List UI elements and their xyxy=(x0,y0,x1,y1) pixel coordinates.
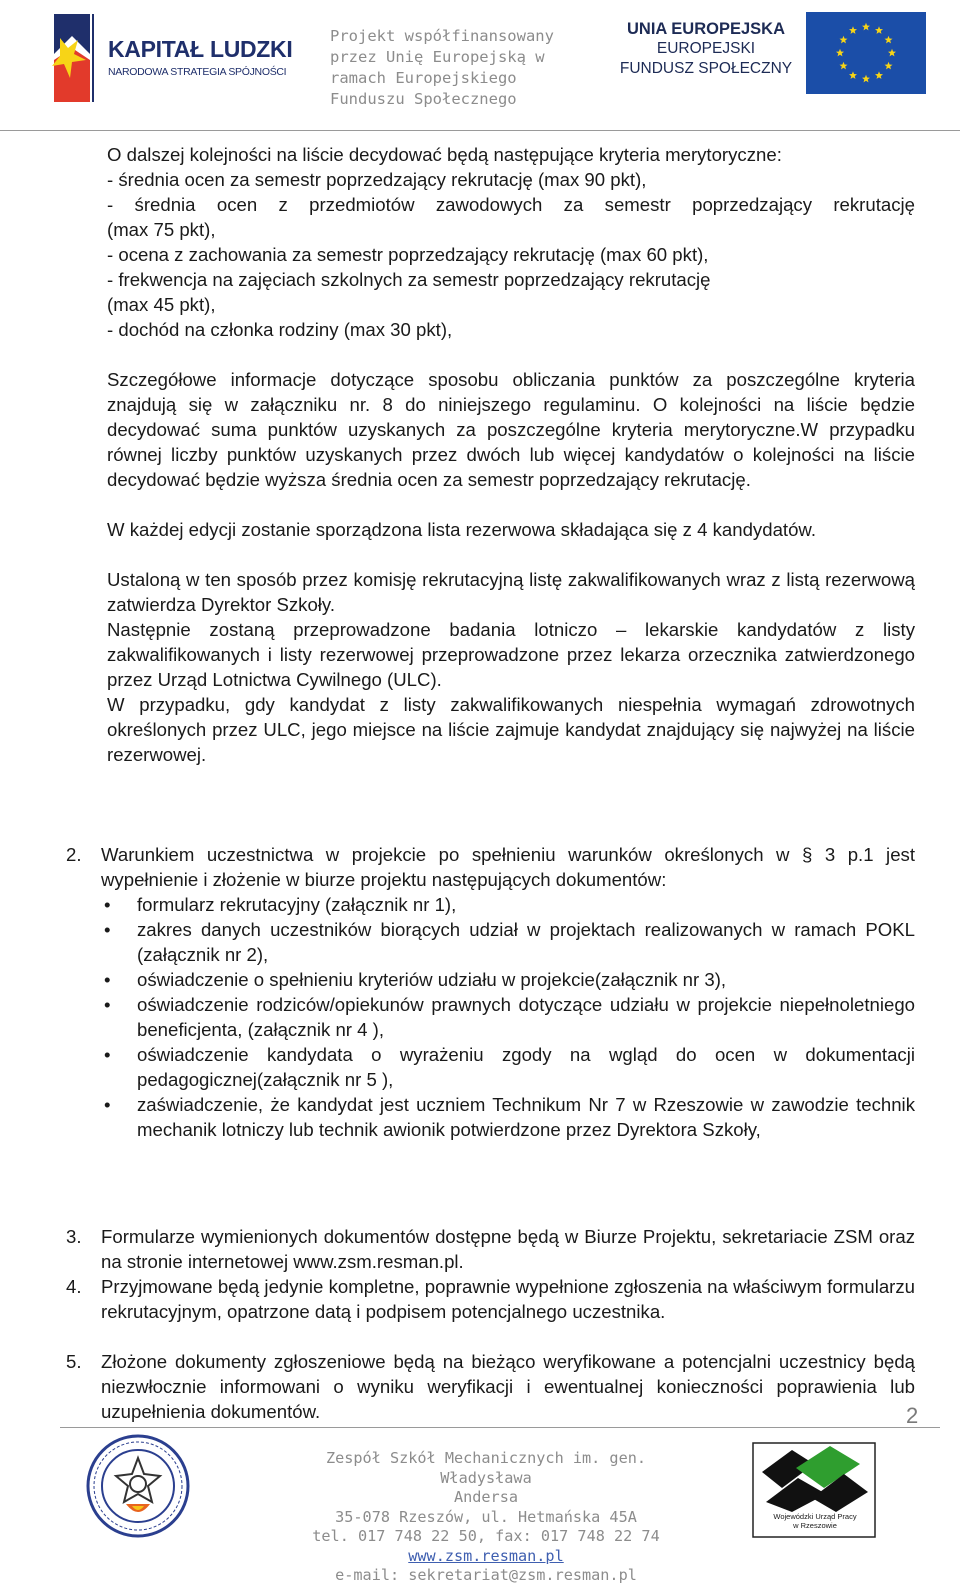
project-line: ramach Europejskiego xyxy=(330,69,517,87)
bullet-icon: • xyxy=(104,894,111,915)
item-number: 3. xyxy=(66,1226,82,1247)
project-line: Projekt współfinansowany xyxy=(330,27,554,45)
school-email: e-mail: sekretariat@zsm.resman.pl xyxy=(335,1566,637,1584)
list-item: • oświadczenie rodziców/opiekunów prawnych dotyczące udziału w projekcie niepełnoletniego beneficjenta, (załącznik nr 4 ), xyxy=(104,994,915,1040)
bullet-icon: • xyxy=(104,1094,111,1115)
criteria-item: - ocena z zachowania za semestr poprzedzający rekrutację (max 60 pkt), xyxy=(107,244,709,265)
criteria-section xyxy=(107,142,915,767)
criteria-item: - dochód na członka rodziny (max 30 pkt), xyxy=(107,319,453,340)
page-header xyxy=(0,0,960,134)
list-item: • zakres danych uczestników biorących udział w projektach realizowanych w ramach POKL (załącznik nr 2), xyxy=(104,919,915,965)
medical-paragraph: Następnie zostaną przeprowadzone badania lotniczo – lekarskie kandydatów z listy zakwalifikowanych i listy rezerwowej przeprowadzone przez lekarza orzecznika zatwierdzonego przez Urząd Lotnictwa Cywilnego (ULC). xyxy=(107,619,915,690)
bullet-icon: • xyxy=(104,1044,111,1065)
bullet-icon: • xyxy=(104,919,111,940)
item-number: 5. xyxy=(66,1351,82,1372)
school-seal-logo xyxy=(86,1434,190,1538)
replacement-paragraph: W przypadku, gdy kandydat z listy zakwalifikowanych niespełnia wymagań zdrowotnych określonych przez ULC, jego miejsce na liście zajmuje kandydat znajdujący się najwyżej na liście rezerwowej. xyxy=(107,694,915,765)
school-name-cont: Andersa xyxy=(453,1488,518,1506)
item-number: 2. xyxy=(66,844,82,865)
page-number: 2 xyxy=(906,1403,919,1428)
criteria-item: - średnia ocen z przedmiotów zawodowych za semestr poprzedzający rekrutację xyxy=(107,194,915,215)
eu-line-3: FUNDUSZ SPOŁECZNY xyxy=(619,60,793,77)
numbered-item-4 xyxy=(66,1274,915,1324)
list-item: • formularz rekrutacyjny (załącznik nr 1), xyxy=(104,894,457,915)
list-item: • oświadczenie kandydata o wyrażeniu zgody na wgląd do ocen w dokumentacji pedagogicznej(załącznik nr 5 ), xyxy=(104,1044,915,1090)
approval-paragraph: Ustaloną w ten sposób przez komisję rekrutacyjną listę zakwalifikowanych wraz z listą rezerwową zatwierdza Dyrektor Szkoły. xyxy=(107,569,915,615)
bullet-icon: • xyxy=(104,994,111,1015)
eu-fund-text xyxy=(616,20,796,79)
numbered-item-5 xyxy=(66,1349,915,1424)
item-text: Formularze wymienionych dokumentów dostępne będą w Biurze Projektu, sekretariacie ZSM oraz na stronie internetowej www.zsm.resman.pl. xyxy=(101,1226,915,1272)
kl-title: KAPITAŁ LUDZKI xyxy=(108,36,293,62)
documents-list xyxy=(101,892,915,1142)
school-street: 35-078 Rzeszów, ul. Hetmańska 45A xyxy=(335,1507,637,1526)
list-item: • oświadczenie o spełnieniu kryteriów udziału w projekcie(załącznik nr 3), xyxy=(104,969,727,990)
school-website-link[interactable]: www.zsm.resman.pl xyxy=(408,1546,564,1565)
eu-line-2: EUROPEJSKI xyxy=(656,40,756,57)
header-divider xyxy=(0,130,960,131)
school-name: Zespół Szkół Mechanicznych im. gen. Władysława xyxy=(325,1449,647,1487)
item-text: Przyjmowane będą jedynie kompletne, poprawnie wypełnione zgłoszenia na właściwym formularzu rekrutacyjnym, opatrzone datą i podpisem potencjalnego uczestnika. xyxy=(101,1276,915,1322)
item-text: Złożone dokumenty zgłoszeniowe będą na bieżąco weryfikowane a potencjalni uczestnicy będą niezwłocznie informowani o wyniku weryfikacji i ewentualnej konieczności poprawienia lub uzupełnienia dokumentów. xyxy=(101,1351,915,1422)
criteria-intro: O dalszej kolejności na liście decydować będą następujące kryteria merytoryczne: xyxy=(107,144,782,165)
wup-caption: Wojewódzki Urząd Pracy w Rzeszowie xyxy=(773,1512,857,1530)
numbered-item-3 xyxy=(66,1224,915,1274)
project-cofinancing-text xyxy=(330,26,554,110)
bullet-icon: • xyxy=(104,969,111,990)
criteria-item: - średnia ocen za semestr poprzedzający rekrutację (max 90 pkt), xyxy=(107,169,647,190)
project-line: Funduszu Społecznego xyxy=(330,90,517,108)
eu-line-1: UNIA EUROPEJSKA xyxy=(627,20,785,38)
list-item: • zaświadczenie, że kandydat jest uczniem Technikum Nr 7 w Rzeszowie w zawodzie technik mechanik lotniczy lub technik awionik potwierdzone przez Dyrektora Szkoły, xyxy=(104,1094,915,1140)
eu-flag-icon xyxy=(806,12,926,94)
item-number: 4. xyxy=(66,1276,82,1297)
numbered-item-2 xyxy=(66,842,915,1142)
footer-divider xyxy=(60,1427,940,1428)
item-text: Warunkiem uczestnictwa w projekcie po spełnieniu warunków określonych w § 3 p.1 jest wypełnienie i złożenie w biurze projektu następujących dokumentów: xyxy=(101,844,915,890)
criteria-item-cont: (max 45 pkt), xyxy=(107,294,216,315)
school-address xyxy=(280,1449,692,1586)
criteria-item: - frekwencja na zajęciach szkolnych za semestr poprzedzający rekrutację xyxy=(107,269,711,290)
details-paragraph: Szczegółowe informacje dotyczące sposobu obliczania punktów za poszczególne kryteria znajdują się w załączniku nr. 8 do niniejszego regulaminu. O kolejności na liście będzie decydować suma punktów uzyskanych za poszczególne kryteria merytoryczne.W przypadku równej liczby punktów uzyskanych przez dwóch lub więcej kandydatów o kolejności na liście decydować będzie wyższa średnia ocen za semestr poprzedzający rekrutację. xyxy=(107,369,915,490)
project-line: przez Unię Europejską w xyxy=(330,48,545,66)
kl-subtitle: NARODOWA STRATEGIA SPÓJNOŚCI xyxy=(108,66,287,78)
criteria-item-cont: (max 75 pkt), xyxy=(107,219,216,240)
reserve-list-paragraph: W każdej edycji zostanie sporządzona lista rezerwowa składająca się z 4 kandydatów. xyxy=(107,519,816,540)
school-phone: tel. 017 748 22 50, fax: 017 748 22 74 xyxy=(312,1527,660,1545)
